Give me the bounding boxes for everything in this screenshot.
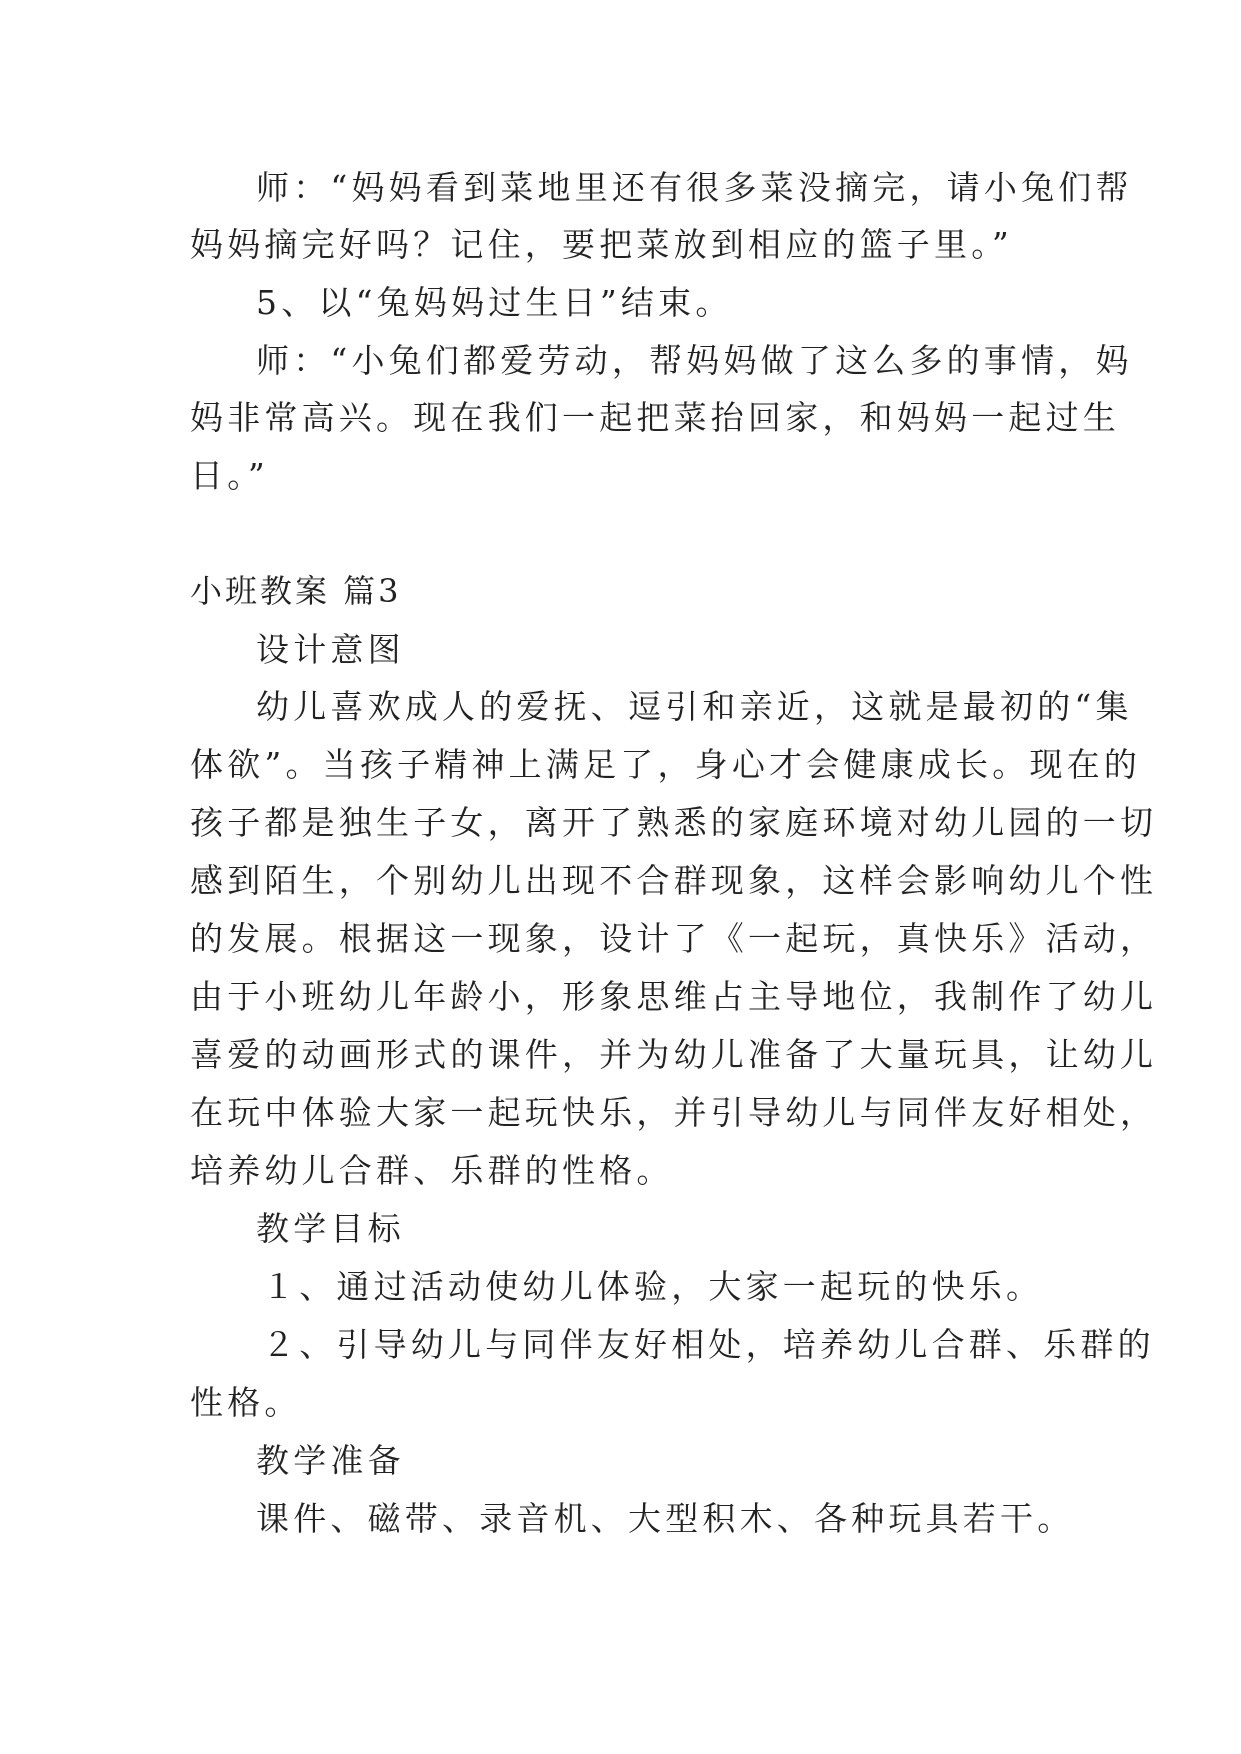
text-line: 孩子都是独生子女，离开了熟悉的家庭环境对幼儿园的一切 [190,803,1158,842]
subheading: 教学目标 [256,1209,405,1248]
text-line: 师：“妈妈看到菜地里还有很多菜没摘完，请小兔们帮 [256,168,1133,207]
text-line: 日。” [190,456,269,495]
text-line: 培养幼儿合群、乐群的性格。 [190,1151,674,1190]
text-line: 幼儿喜欢成人的爱抚、逗引和亲近，这就是最初的“集 [256,687,1133,726]
text-line: 妈妈摘完好吗？记住，要把菜放到相应的篮子里。” [190,225,1013,264]
text-line: 由于小班幼儿年龄小，形象思维占主导地位，我制作了幼儿 [190,977,1158,1016]
section-heading: 小班教案 篇3 [190,572,402,610]
text-line: 师：“小兔们都爱劳动，帮妈妈做了这么多的事情，妈 [256,341,1133,380]
text-line: 喜爱的动画形式的课件，并为幼儿准备了大量玩具，让幼儿 [190,1035,1158,1074]
text-line: ２、引导幼儿与同伴友好相处，培养幼儿合群、乐群的 [262,1325,1155,1364]
text-line: 的发展。根据这一现象，设计了《一起玩，真快乐》活动， [190,919,1158,958]
text-line: 5、以“兔妈妈过生日”结束。 [256,283,733,322]
text-line: 课件、磁带、录音机、大型积木、各种玩具若干。 [256,1499,1075,1538]
text-line: １、通过活动使幼儿体验，大家一起玩的快乐。 [262,1267,1044,1306]
subheading: 设计意图 [256,630,405,669]
text-line: 妈非常高兴。现在我们一起把菜抬回家，和妈妈一起过生 [190,398,1120,437]
subheading: 教学准备 [256,1441,405,1480]
text-line: 性格。 [190,1383,302,1422]
text-line: 感到陌生，个别幼儿出现不合群现象，这样会影响幼儿个性 [190,861,1158,900]
text-line: 体欲”。当孩子精神上满足了，身心才会健康成长。现在的 [190,745,1142,784]
text-line: 在玩中体验大家一起玩快乐，并引导幼儿与同伴友好相处， [190,1093,1158,1132]
